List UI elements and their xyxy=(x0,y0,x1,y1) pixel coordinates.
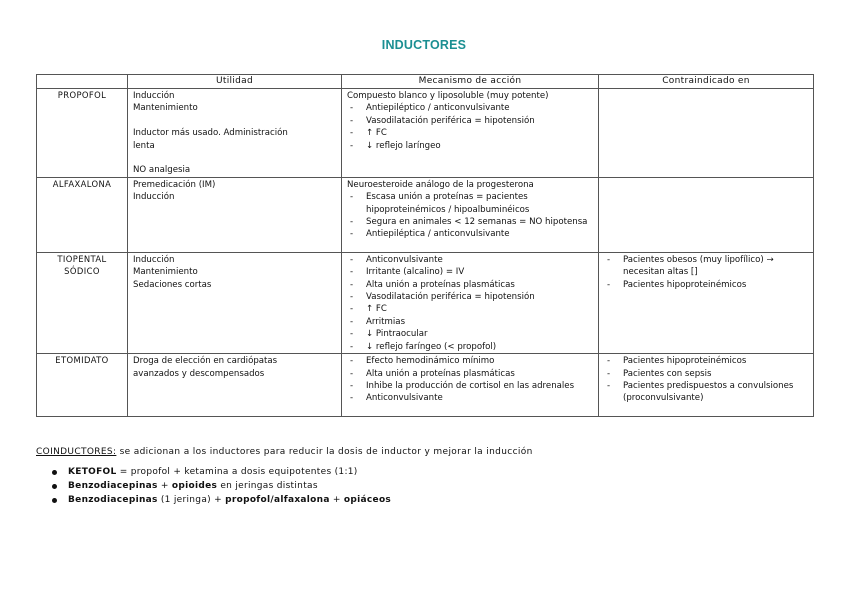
utilidad-line: Inductor más usado. Administración xyxy=(133,128,288,139)
table-row-alfaxalona xyxy=(37,177,814,252)
utilidad-line: Premedicación (IM) xyxy=(133,179,216,190)
header-mecanismo: Mecanismo de acción xyxy=(342,75,599,89)
item-text: (1 jeringa) + xyxy=(157,495,226,505)
table-row-etomidato xyxy=(37,354,814,417)
mecanismo-list xyxy=(347,191,594,241)
utilidad-line: Inducción xyxy=(133,254,175,265)
mecanismo-cell xyxy=(342,89,599,178)
list-item: - ↓ reflejo laríngeo xyxy=(347,140,594,152)
list-item xyxy=(52,465,391,479)
utilidad-line: Droga de elección en cardiópatas xyxy=(133,356,278,367)
mecanismo-cell xyxy=(342,177,599,252)
list-item: - Pacientes hipoproteinémicos xyxy=(604,279,809,291)
utilidad-line: lenta xyxy=(133,140,155,151)
table-row-propofol xyxy=(37,89,814,178)
contraindicado-cell xyxy=(599,354,814,417)
list-item xyxy=(52,479,391,493)
table-header-row xyxy=(37,75,814,89)
drug-name-line: TIOPENTAL xyxy=(57,253,107,264)
list-item: - Pacientes con sepsis xyxy=(604,368,809,380)
list-item: - ↓ reflejo faríngeo (< propofol) xyxy=(347,341,594,353)
item-text: = propofol + ketamina a dosis equipotentes (1:1) xyxy=(116,467,358,477)
list-item: - Pacientes obesos (muy lipofílico) → necesitan altas [] xyxy=(604,254,809,279)
utilidad-cell xyxy=(128,89,342,178)
item-bold: Benzodiacepinas xyxy=(68,495,158,505)
coinductores-paragraph xyxy=(36,447,816,457)
table-row-tiopental xyxy=(37,252,814,353)
item-bold: Benzodiacepinas xyxy=(68,481,158,491)
utilidad-line: avanzados y descompensados xyxy=(133,368,265,379)
coinductores-label: COINDUCTORES: xyxy=(36,447,117,457)
coinductores-list xyxy=(52,465,391,507)
item-text: + xyxy=(157,481,172,491)
list-item: - Alta unión a proteínas plasmáticas xyxy=(347,368,594,380)
list-item: - ↓ Pintraocular xyxy=(347,328,594,340)
contraindicado-list xyxy=(604,254,809,291)
list-item: - Anticonvulsivante xyxy=(347,392,594,404)
utilidad-line: NO analgesia xyxy=(133,165,191,176)
list-item: - Antiepiléptico / anticonvulsivante xyxy=(347,102,594,114)
list-item: - Pacientes predispuestos a convulsiones (proconvulsivante) xyxy=(604,380,809,405)
utilidad-line: Inducción xyxy=(133,91,175,101)
mecanismo-list xyxy=(347,355,594,405)
utilidad-line: Sedaciones cortas xyxy=(133,279,212,290)
utilidad-line xyxy=(133,152,337,164)
item-bold: KETOFOL xyxy=(68,467,117,477)
list-item: - ↑ FC xyxy=(347,303,594,315)
contraindicado-cell xyxy=(599,177,814,252)
header-empty xyxy=(37,75,128,89)
drug-name: ALFAXALONA xyxy=(37,177,128,252)
utilidad-line: Inducción xyxy=(133,192,175,203)
utilidad-cell xyxy=(128,354,342,417)
drug-name-line: SÓDICO xyxy=(64,265,100,276)
list-item: - Anticonvulsivante xyxy=(347,254,594,266)
list-item: - ↑ FC xyxy=(347,127,594,139)
list-item: - Segura en animales < 12 semanas = NO hipotensa xyxy=(347,216,594,228)
list-item: - Vasodilatación periférica = hipotensión xyxy=(347,291,594,303)
header-contraindicado: Contraindicado en xyxy=(599,75,814,89)
list-item: - Efecto hemodinámico mínimo xyxy=(347,355,594,367)
coinductores-text: se adicionan a los inductores para reducir la dosis de inductor y mejorar la inducción xyxy=(116,447,533,457)
contraindicado-list xyxy=(604,355,809,405)
mecanismo-intro: Compuesto blanco y liposoluble (muy potente) xyxy=(347,91,549,101)
list-item: - Irritante (alcalino) = IV xyxy=(347,266,594,278)
page-title: INDUCTORES xyxy=(381,38,467,52)
utilidad-line xyxy=(133,115,337,127)
utilidad-cell xyxy=(128,177,342,252)
item-bold: opiáceos xyxy=(343,495,392,505)
list-item: - Alta unión a proteínas plasmáticas xyxy=(347,279,594,291)
contraindicado-cell xyxy=(599,252,814,353)
utilidad-line: Mantenimiento xyxy=(133,103,198,114)
drug-name xyxy=(37,252,128,353)
inductores-table xyxy=(36,74,814,417)
list-item: - Inhibe la producción de cortisol en las adrenales xyxy=(347,380,594,392)
contraindicado-cell xyxy=(599,89,814,178)
list-item: - Antiepiléptica / anticonvulsivante xyxy=(347,228,594,240)
mecanismo-cell xyxy=(342,354,599,417)
list-item xyxy=(52,493,391,507)
drug-name: ETOMIDATO xyxy=(37,354,128,417)
list-item: - Vasodilatación periférica = hipotensión xyxy=(347,115,594,127)
mecanismo-list xyxy=(347,254,594,353)
utilidad-line: Mantenimiento xyxy=(133,267,198,278)
mecanismo-cell xyxy=(342,252,599,353)
list-item: - Arritmias xyxy=(347,316,594,328)
drug-name: PROPOFOL xyxy=(37,89,128,178)
mecanismo-intro: Neuroesteroide análogo de la progesterona xyxy=(347,179,534,190)
item-bold: propofol/alfaxalona xyxy=(225,495,330,505)
mecanismo-list xyxy=(347,102,594,152)
item-bold: opioides xyxy=(171,481,218,491)
list-item: - Pacientes hipoproteinémicos xyxy=(604,355,809,367)
header-utilidad: Utilidad xyxy=(128,75,342,89)
item-text: + xyxy=(329,495,344,505)
item-text: en jeringas distintas xyxy=(217,481,318,491)
list-item: - Escasa unión a proteínas = pacientes hipoproteinémicos / hipoalbuminéicos xyxy=(347,191,594,216)
utilidad-cell xyxy=(128,252,342,353)
